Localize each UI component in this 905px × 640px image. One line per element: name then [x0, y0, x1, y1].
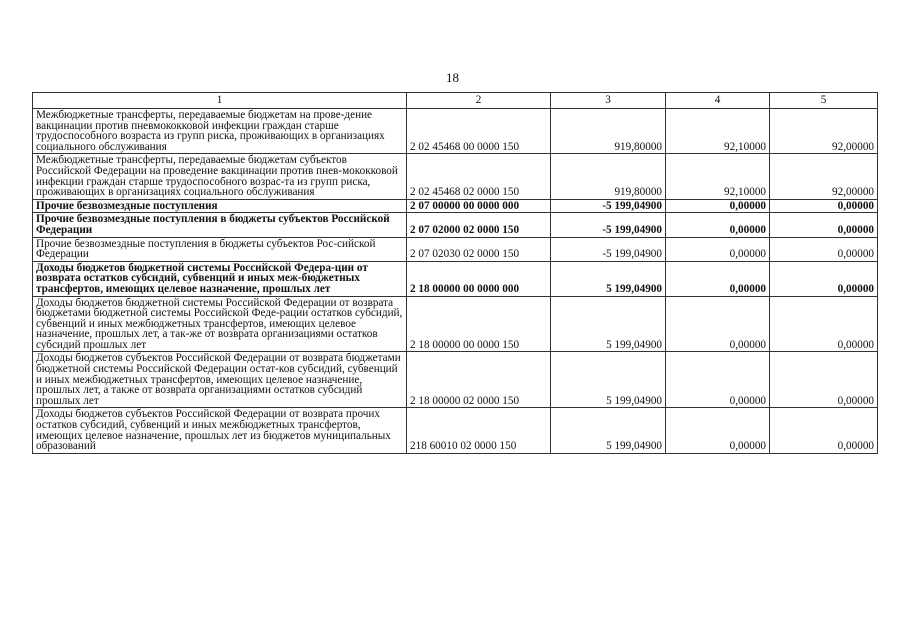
row-value-1: -5 199,04900	[551, 199, 666, 213]
row-value-2: 92,10000	[666, 154, 770, 199]
row-value-2: 0,00000	[666, 213, 770, 237]
row-value-3: 0,00000	[770, 213, 878, 237]
row-name: Прочие безвозмездные поступления в бюджеты субъектов Рос-сийской Федерации	[33, 237, 407, 261]
row-code: 2 07 02030 02 0000 150	[407, 237, 551, 261]
table-row	[33, 237, 878, 261]
row-code: 2 18 00000 02 0000 150	[407, 352, 551, 408]
row-value-2: 0,00000	[666, 352, 770, 408]
table-row	[33, 408, 878, 453]
row-value-2: 0,00000	[666, 199, 770, 213]
table-row	[33, 154, 878, 199]
row-code: 2 07 00000 00 0000 000	[407, 199, 551, 213]
row-value-2: 92,10000	[666, 109, 770, 154]
row-value-3: 0,00000	[770, 261, 878, 296]
page-number: 18	[446, 70, 459, 85]
row-value-2: 0,00000	[666, 296, 770, 352]
row-code: 2 02 45468 02 0000 150	[407, 154, 551, 199]
column-header: 2	[407, 93, 551, 109]
column-header: 4	[666, 93, 770, 109]
budget-table	[32, 92, 878, 454]
row-name: Доходы бюджетов субъектов Российской Федерации от возврата бюджетами бюджетной системы Российской Федерации остат-ков субсидий, субвенций и иных межбюджетных трансфертов, имеющих целевое назначение, прошлых лет, а также от возврата организациями остатков субсидий прошлых лет	[33, 352, 407, 408]
table-body	[33, 109, 878, 454]
row-value-3: 0,00000	[770, 199, 878, 213]
row-value-1: -5 199,04900	[551, 237, 666, 261]
table-row	[33, 199, 878, 213]
table-row	[33, 109, 878, 154]
row-code: 2 18 00000 00 0000 000	[407, 261, 551, 296]
row-value-1: 5 199,04900	[551, 408, 666, 453]
row-name: Доходы бюджетов бюджетной системы Российской Федера-ции от возврата остатков субсидий, субвенций и иных меж-бюджетных трансфертов, имеющих целевое назначение, прошлых лет	[33, 261, 407, 296]
row-value-3: 0,00000	[770, 408, 878, 453]
row-value-3: 0,00000	[770, 352, 878, 408]
row-value-3: 92,00000	[770, 154, 878, 199]
table-row	[33, 213, 878, 237]
row-name: Доходы бюджетов бюджетной системы Российской Федерации от возврата бюджетами бюджетной системы Российской Феде-рации остатков субсидий, субвенций и иных межбюджетных трансфертов, имеющих целевое назначение, прошлых лет, а так-же от возврата организациями остатков субсидий прошлых лет	[33, 296, 407, 352]
row-value-3: 0,00000	[770, 237, 878, 261]
row-code: 2 02 45468 00 0000 150	[407, 109, 551, 154]
column-header: 3	[551, 93, 666, 109]
row-value-1: 5 199,04900	[551, 296, 666, 352]
table-row	[33, 261, 878, 296]
row-value-1: 5 199,04900	[551, 352, 666, 408]
row-value-2: 0,00000	[666, 408, 770, 453]
header-row	[33, 93, 878, 109]
column-header: 1	[33, 93, 407, 109]
row-code: 2 07 02000 02 0000 150	[407, 213, 551, 237]
row-value-2: 0,00000	[666, 261, 770, 296]
row-value-1: -5 199,04900	[551, 213, 666, 237]
row-name: Межбюджетные трансферты, передаваемые бюджетам на прове-дение вакцинации против пневмококковой инфекции граждан старше трудоспособного возраста из групп риска, проживающих в организациях социального обслуживания	[33, 109, 407, 154]
row-name: Прочие безвозмездные поступления в бюджеты субъектов Российской Федерации	[33, 213, 407, 237]
row-value-1: 919,80000	[551, 154, 666, 199]
row-value-1: 919,80000	[551, 109, 666, 154]
row-name: Межбюджетные трансферты, передаваемые бюджетам субъектов Российской Федерации на проведение вакцинации против пнев-мококковой инфекции граждан старше трудоспособного возрас-та из групп риска, проживающих в организациях социального обслуживания	[33, 154, 407, 199]
row-code: 2 18 00000 00 0000 150	[407, 296, 551, 352]
row-value-2: 0,00000	[666, 237, 770, 261]
row-name: Доходы бюджетов субъектов Российской Федерации от возврата прочих остатков субсидий, субвенций и иных межбюджетных трансфертов, имеющих целевое назначение, прошлых лет из бюджетов муниципальных образований	[33, 408, 407, 453]
row-value-3: 92,00000	[770, 109, 878, 154]
row-code: 218 60010 02 0000 150	[407, 408, 551, 453]
table-row	[33, 352, 878, 408]
row-name: Прочие безвозмездные поступления	[33, 199, 407, 213]
column-header: 5	[770, 93, 878, 109]
row-value-1: 5 199,04900	[551, 261, 666, 296]
table-row	[33, 296, 878, 352]
row-value-3: 0,00000	[770, 296, 878, 352]
